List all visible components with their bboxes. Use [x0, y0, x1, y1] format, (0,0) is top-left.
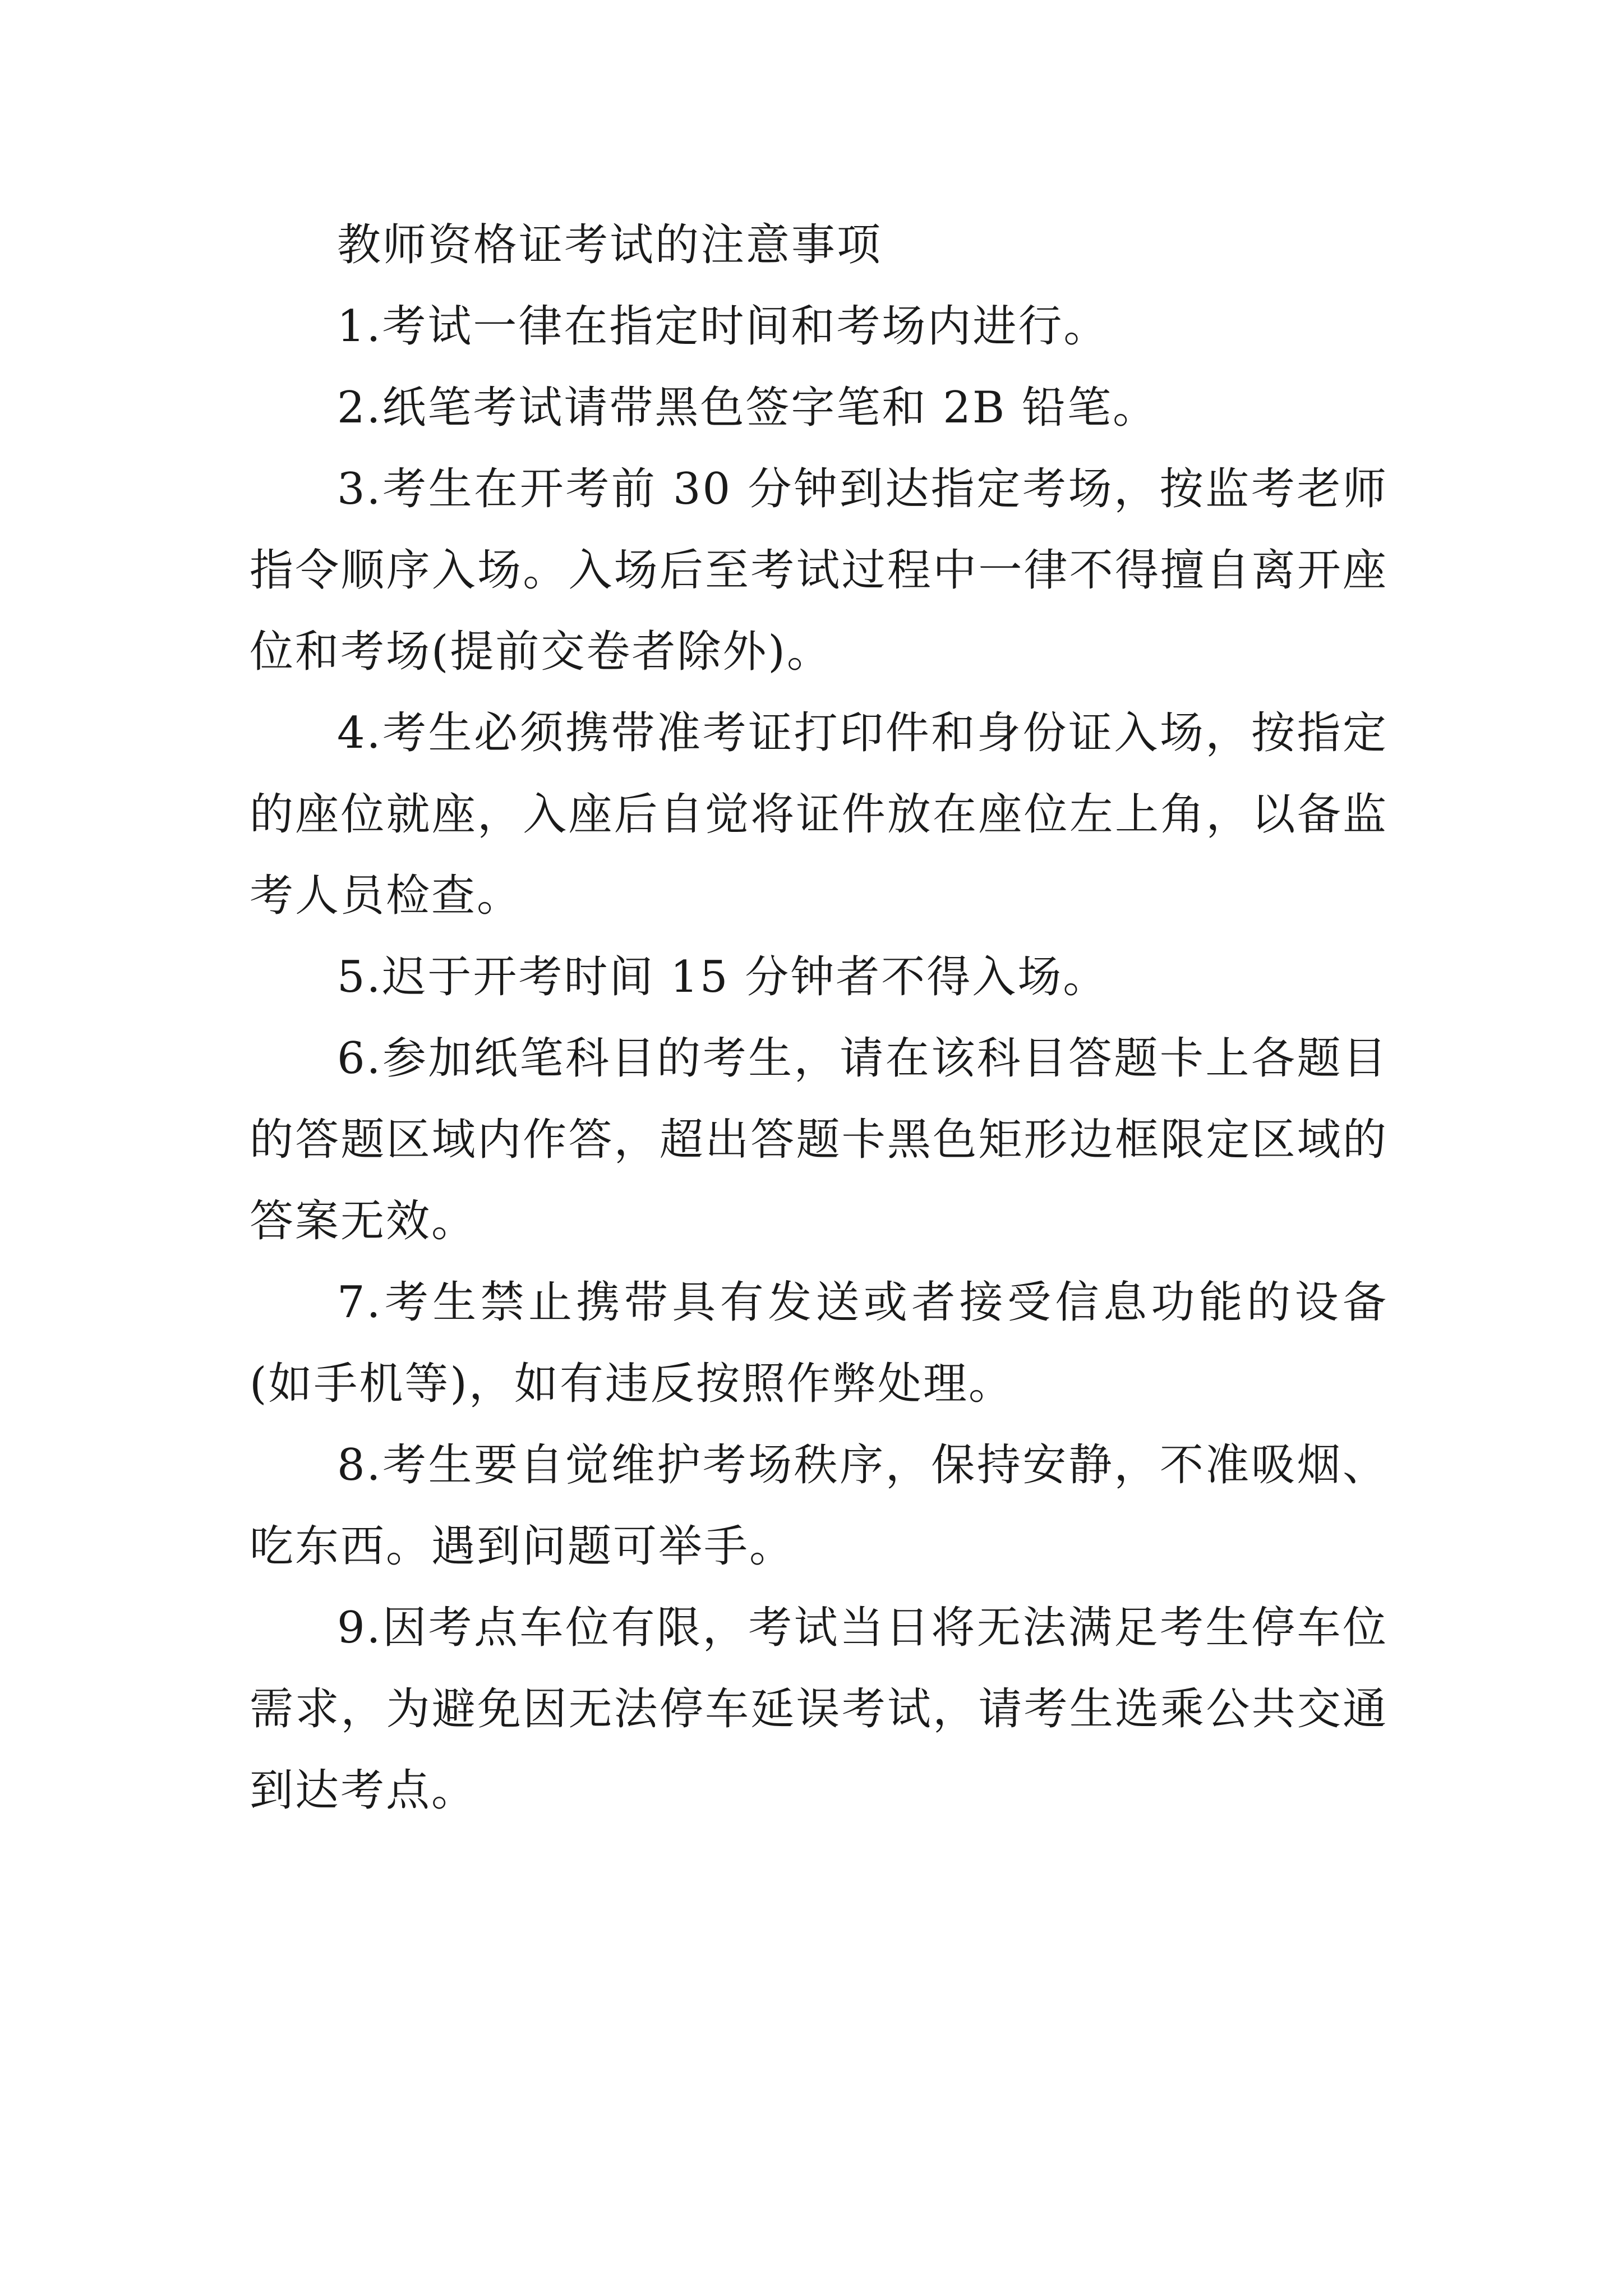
item-5: 5.迟于开考时间 15 分钟者不得入场。	[337, 952, 1109, 1002]
item-6: 6.参加纸笔科目的考生，请在该科目答题卡上各题目的答题区域内作答，超出答题卡黑色矩形边框限定区域的答案无效。	[250, 1033, 1388, 1246]
item-7: 7.考生禁止携带具有发送或者接受信息功能的设备(如手机等)，如有违反按照作弊处理。	[250, 1277, 1388, 1409]
document-body	[250, 205, 1388, 1832]
item-4: 4.考生必须携带准考证打印件和身份证入场，按指定的座位就座，入座后自觉将证件放在座位左上角，以备监考人员检查。	[250, 708, 1388, 921]
item-3: 3.考生在开考前 30 分钟到达指定考场，按监考老师指令顺序入场。入场后至考试过程中一律不得擅自离开座位和考场(提前交卷者除外)。	[250, 464, 1388, 677]
item-2: 2.纸笔考试请带黑色签字笔和 2B 铅笔。	[337, 383, 1158, 433]
item-1: 1.考试一律在指定时间和考场内进行。	[337, 301, 1109, 352]
document-title: 教师资格证考试的注意事项	[337, 220, 883, 270]
item-9: 9.因考点车位有限，考试当日将无法满足考生停车位需求，为避免因无法停车延误考试，请考生选乘公共交通到达考点。	[250, 1603, 1388, 1816]
item-8: 8.考生要自觉维护考场秩序，保持安静，不准吸烟、吃东西。遇到问题可举手。	[250, 1440, 1388, 1572]
